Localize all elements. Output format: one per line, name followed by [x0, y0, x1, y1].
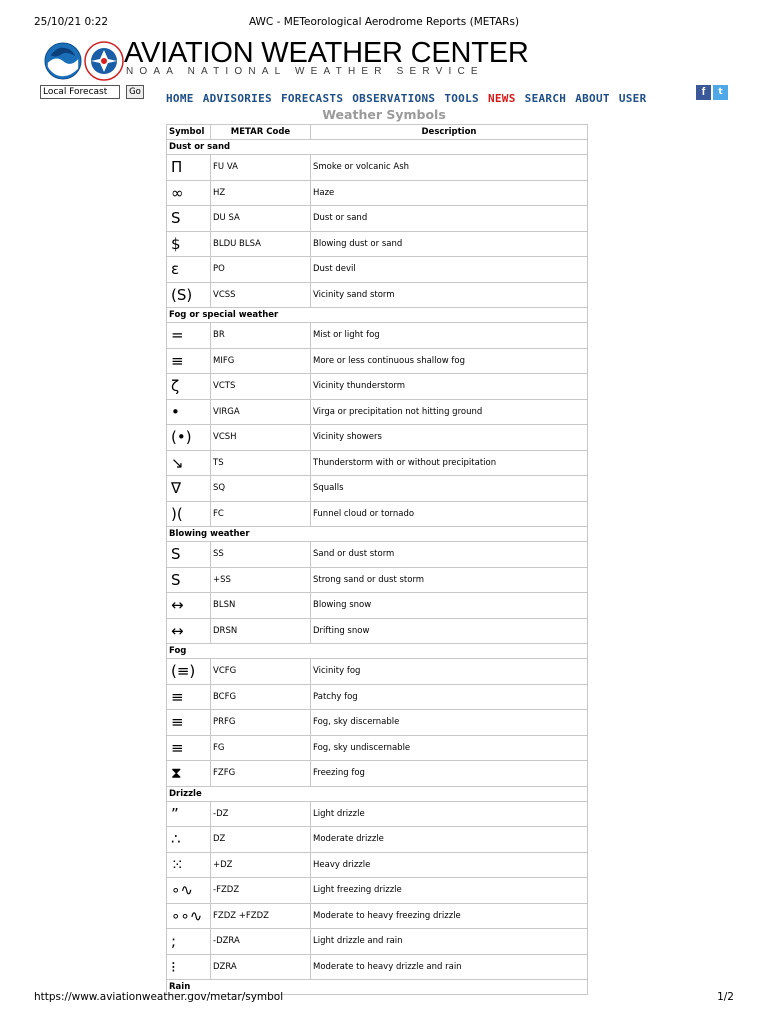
table-row	[167, 618, 588, 644]
description: Drifting snow	[311, 618, 588, 644]
category-label: Drizzle	[167, 786, 588, 801]
category-row	[167, 140, 588, 155]
noaa-logo-icon[interactable]	[44, 42, 82, 80]
description: Light freezing drizzle	[311, 878, 588, 904]
dust-devil-icon: ε	[167, 257, 211, 283]
table-row	[167, 878, 588, 904]
table-row	[167, 501, 588, 527]
header-description: Description	[311, 125, 588, 140]
nav-observations[interactable]: OBSERVATIONS	[352, 92, 436, 105]
table-row	[167, 852, 588, 878]
metar-code: BLSN	[211, 593, 311, 619]
vicinity-fog-icon: (≡)	[167, 659, 211, 685]
metar-code: -DZ	[211, 801, 311, 827]
print-page-number: 1/2	[717, 991, 734, 1003]
moderate-heavy-freezing-drizzle-icon: ∘∘∿	[167, 903, 211, 929]
mist-icon: =	[167, 323, 211, 349]
vicinity-showers-icon: (•)	[167, 425, 211, 451]
thunderstorm-icon: ↘	[167, 450, 211, 476]
nav-advisories[interactable]: ADVISORIES	[202, 92, 272, 105]
blowing-snow-icon: ↔	[167, 593, 211, 619]
table-row	[167, 282, 588, 308]
header-metar-code: METAR Code	[211, 125, 311, 140]
nws-logo-icon[interactable]	[84, 41, 124, 81]
light-drizzle-rain-icon: ;	[167, 929, 211, 955]
nav-home[interactable]: HOME	[166, 92, 194, 105]
table-row	[167, 450, 588, 476]
table-row	[167, 257, 588, 283]
description: Fog, sky undiscernable	[311, 735, 588, 761]
nav-menu	[166, 87, 656, 106]
category-row	[167, 527, 588, 542]
vicinity-sandstorm-icon: (S)	[167, 282, 211, 308]
drifting-snow-icon: ↔	[167, 618, 211, 644]
twitter-icon[interactable]: t	[713, 85, 728, 100]
metar-code: DU SA	[211, 206, 311, 232]
fog-sky-discernable-icon: ≡	[167, 710, 211, 736]
facebook-icon[interactable]: f	[696, 85, 711, 100]
description: Moderate to heavy freezing drizzle	[311, 903, 588, 929]
nav-search[interactable]: SEARCH	[524, 92, 567, 105]
description: Blowing snow	[311, 593, 588, 619]
metar-code: SS	[211, 542, 311, 568]
table-row	[167, 180, 588, 206]
table-row	[167, 659, 588, 685]
category-label: Fog	[167, 644, 588, 659]
description: Moderate drizzle	[311, 827, 588, 853]
haze-icon: ∞	[167, 180, 211, 206]
description: Vicinity thunderstorm	[311, 374, 588, 400]
description: Light drizzle	[311, 801, 588, 827]
metar-code: HZ	[211, 180, 311, 206]
moderate-drizzle-icon: ∴	[167, 827, 211, 853]
metar-code: VCSS	[211, 282, 311, 308]
metar-code: FG	[211, 735, 311, 761]
heavy-drizzle-icon: ⁙	[167, 852, 211, 878]
table-row	[167, 801, 588, 827]
print-url: https://www.aviationweather.gov/metar/symbol	[34, 991, 284, 1003]
description: Haze	[311, 180, 588, 206]
category-row	[167, 308, 588, 323]
description: Funnel cloud or tornado	[311, 501, 588, 527]
metar-code: -FZDZ	[211, 878, 311, 904]
squalls-icon: ∇	[167, 476, 211, 502]
smoke-icon: Π	[167, 155, 211, 181]
sandstorm-icon: S	[167, 542, 211, 568]
category-label: Blowing weather	[167, 527, 588, 542]
nav-news[interactable]: NEWS	[487, 92, 516, 105]
description: Mist or light fog	[311, 323, 588, 349]
nav-about[interactable]: ABOUT	[575, 92, 610, 105]
description: More or less continuous shallow fog	[311, 348, 588, 374]
metar-code: +DZ	[211, 852, 311, 878]
local-forecast-input[interactable]	[40, 85, 120, 99]
description: Light drizzle and rain	[311, 929, 588, 955]
metar-code: SQ	[211, 476, 311, 502]
blowing-dust-icon: $	[167, 231, 211, 257]
metar-code: BLDU BLSA	[211, 231, 311, 257]
print-header	[34, 16, 734, 32]
table-row	[167, 542, 588, 568]
metar-code: DZ	[211, 827, 311, 853]
metar-code: VCFG	[211, 659, 311, 685]
description: Thunderstorm with or without precipitation	[311, 450, 588, 476]
site-title: AVIATION WEATHER CENTER	[124, 37, 529, 69]
table-row	[167, 155, 588, 181]
table-row	[167, 929, 588, 955]
table-row	[167, 684, 588, 710]
metar-code: VCTS	[211, 374, 311, 400]
metar-code: PO	[211, 257, 311, 283]
metar-code: FC	[211, 501, 311, 527]
print-datetime: 25/10/21 0:22	[34, 16, 109, 28]
strong-sandstorm-icon: S	[167, 567, 211, 593]
metar-code: DRSN	[211, 618, 311, 644]
description: Heavy drizzle	[311, 852, 588, 878]
site-subtitle: NOAA NATIONAL WEATHER SERVICE	[126, 66, 484, 77]
table-row	[167, 399, 588, 425]
table-row	[167, 567, 588, 593]
description: Vicinity showers	[311, 425, 588, 451]
vicinity-thunderstorm-icon: ζ	[167, 374, 211, 400]
description: Squalls	[311, 476, 588, 502]
description: Smoke or volcanic Ash	[311, 155, 588, 181]
description: Virga or precipitation not hitting ground	[311, 399, 588, 425]
metar-code: +SS	[211, 567, 311, 593]
table-row	[167, 593, 588, 619]
category-label: Fog or special weather	[167, 308, 588, 323]
description: Moderate to heavy drizzle and rain	[311, 954, 588, 980]
description: Sand or dust storm	[311, 542, 588, 568]
metar-code: VIRGA	[211, 399, 311, 425]
weather-symbols-table	[166, 124, 588, 995]
print-footer	[34, 991, 734, 1007]
nav-forecasts[interactable]: FORECASTS	[280, 92, 344, 105]
shallow-fog-icon: ≡	[167, 348, 211, 374]
category-row	[167, 644, 588, 659]
metar-code: -DZRA	[211, 929, 311, 955]
metar-code: BCFG	[211, 684, 311, 710]
table-row	[167, 710, 588, 736]
table-row	[167, 425, 588, 451]
metar-code: BR	[211, 323, 311, 349]
table-row	[167, 827, 588, 853]
category-label: Dust or sand	[167, 140, 588, 155]
metar-code: TS	[211, 450, 311, 476]
description: Patchy fog	[311, 684, 588, 710]
description: Freezing fog	[311, 761, 588, 787]
nav-tools[interactable]: TOOLS	[444, 92, 479, 105]
light-drizzle-icon: ”	[167, 801, 211, 827]
description: Dust or sand	[311, 206, 588, 232]
table-row	[167, 348, 588, 374]
metar-code: FZFG	[211, 761, 311, 787]
funnel-cloud-icon: )(	[167, 501, 211, 527]
table-row	[167, 231, 588, 257]
metar-code: FU VA	[211, 155, 311, 181]
social-links	[696, 85, 728, 104]
fog-sky-undiscernable-icon: ≡	[167, 735, 211, 761]
metar-code: FZDZ +FZDZ	[211, 903, 311, 929]
table-row	[167, 954, 588, 980]
metar-code: PRFG	[211, 710, 311, 736]
table-row	[167, 761, 588, 787]
description: Vicinity sand storm	[311, 282, 588, 308]
category-row	[167, 786, 588, 801]
description: Fog, sky discernable	[311, 710, 588, 736]
table-row	[167, 476, 588, 502]
freezing-fog-icon: ⧗	[167, 761, 211, 787]
navbar	[40, 84, 730, 104]
virga-icon: •	[167, 399, 211, 425]
light-freezing-drizzle-icon: ∘∿	[167, 878, 211, 904]
section-title: Weather Symbols	[322, 107, 446, 122]
metar-code: DZRA	[211, 954, 311, 980]
moderate-heavy-drizzle-rain-icon: ⁝	[167, 954, 211, 980]
table-row	[167, 735, 588, 761]
dust-sand-icon: S	[167, 206, 211, 232]
metar-code: VCSH	[211, 425, 311, 451]
go-button[interactable]: Go	[126, 85, 144, 99]
table-row	[167, 374, 588, 400]
description: Vicinity fog	[311, 659, 588, 685]
table-header-row	[167, 125, 588, 140]
nav-user[interactable]: USER	[618, 92, 647, 105]
site-banner	[40, 38, 600, 84]
table-row	[167, 206, 588, 232]
patchy-fog-icon: ≡	[167, 684, 211, 710]
table-row	[167, 323, 588, 349]
metar-code: MIFG	[211, 348, 311, 374]
print-page-title: AWC - METeorological Aerodrome Reports (METARs)	[248, 16, 520, 28]
table-row	[167, 903, 588, 929]
category-label: Rain	[167, 980, 588, 995]
description: Blowing dust or sand	[311, 231, 588, 257]
description: Strong sand or dust storm	[311, 567, 588, 593]
description: Dust devil	[311, 257, 588, 283]
header-symbol: Symbol	[167, 125, 211, 140]
